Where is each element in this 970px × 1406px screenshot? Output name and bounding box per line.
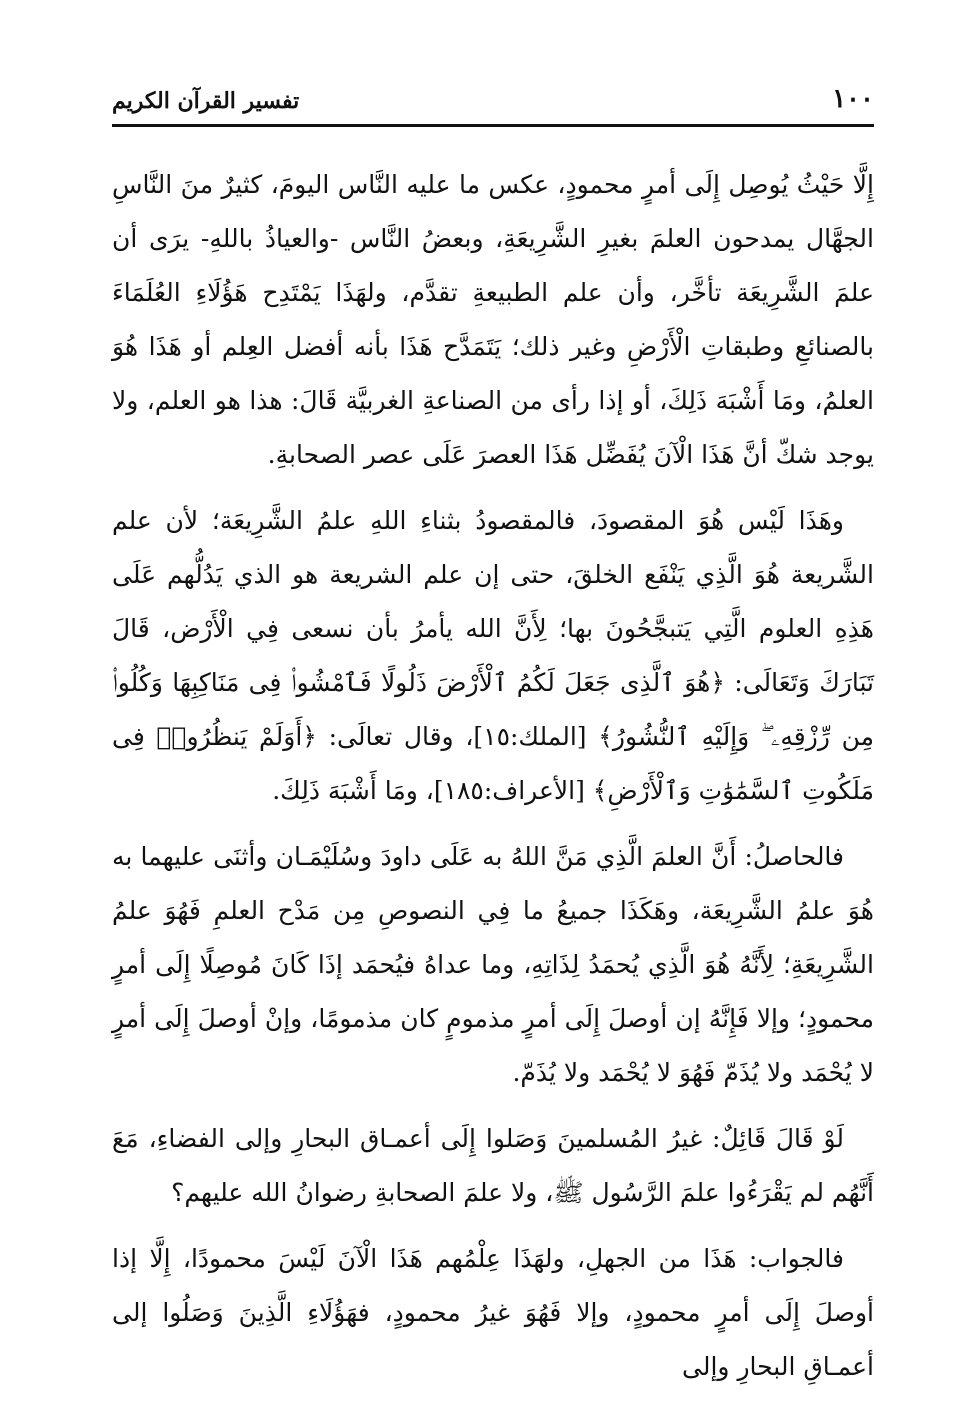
body-text <box>112 158 874 1406</box>
page-number: ١٠٠ <box>832 84 874 114</box>
running-title: تفسير القرآن الكريم <box>112 88 300 114</box>
paragraph: لَوْ قَالَ قَائِلٌ: غيرُ المُسلمينَ وَصَلوا إِلَى أعمـاق البحارِ وإلى الفضاءِ، مَعَ أَنَّهُم لم يَقْرَءُوا علمَ الرَّسُول ﷺ، ولا علمَ الصحابةِ رضوانُ الله عليهم؟ <box>112 1124 874 1207</box>
paragraph: إِلَّا حَيْثُ يُوصِل إِلَى أمرٍ محمودٍ، عكس ما عليه النَّاس اليومَ، كثيرٌ منَ النَّاسِ الجهَّال يمدحون العلمَ بغيرِ الشَّرِيعَةِ، وبعضُ النَّاس -والعياذُ باللهِ- يرَى أن علمَ الشَّرِيعَة تأخَّر، وأن علم الطبيعةِ تقدَّم، ولهَذَا يَمْتَدِح هَؤُلَاءِ العُلَمَاءَ بالصنائعِ وطبقاتِ الْأَرْضِ وغير ذلك؛ يَتَمَدَّح هَذَا بأنه أفضل العِلم أو هَذَا هُوَ العلمُ، ومَا أَشْبَهَ ذَلِكَ، أو إذا رأى من الصناعةِ الغربيَّة قَالَ: هذا هو العلم، ولا يوجد شكّ أنَّ هَذَا الْآنَ يُفَضِّل هَذَا العصرَ عَلَى عصر الصحابةِ. <box>112 170 874 469</box>
page-header <box>112 78 874 124</box>
paragraph: فالجواب: هَذَا من الجهلِ، ولهَذَا عِلْمُهم هَذَا الْآنَ لَيْسَ محمودًا، إِلَّا إذا أوصلَ إِلَى أمرٍ محمودٍ، وإلا فَهُوَ غيرُ محمودٍ، فهَؤُلَاءِ الَّذِينَ وَصَلُوا إلى أعمـاقِ البحارِ وإلى <box>112 1244 874 1381</box>
paragraph: فالحاصلُ: أَنَّ العلمَ الَّذِي مَنَّ اللهُ به عَلَى داودَ وسُلَيْمَـان وأثنَى عليهما به هُوَ علمُ الشَّرِيعَة، وهَكَذَا جميعُ ما فِي النصوصِ مِن مَدْح العلمِ فَهُوَ علمُ الشَّرِيعَةِ؛ لِأَنَّهُ هُوَ الَّذِي يُحمَدُ لِذَاتِهِ، وما عداهُ فيُحمَد إذَا كَانَ مُوصِلًا إِلَى أمرٍ محمودٍ؛ وإلا فَإِنَّهُ إن أوصلَ إِلَى أمرٍ مذمومٍ كان مذمومًا، وإنْ أوصلَ إِلَى أمرٍ لا يُحْمَد ولا يُذَمّ فَهُوَ لا يُحْمَد ولا يُذَمّ. <box>112 842 874 1087</box>
header-rule <box>112 124 874 127</box>
paragraph: وهَذَا لَيْس هُوَ المقصودَ، فالمقصودُ بثناءِ اللهِ علمُ الشَّرِيعَة؛ لأن علم الشَّريعة هُوَ الَّذِي يَنْفَع الخلقَ، حتى إن علم الشريعة هو الذي يَدُلُّهم عَلَى هَذِهِ العلوم الَّتِي يَتبجَّحُونَ بها؛ لِأَنَّ الله يأمرُ بأن نسعى فِي الْأَرْض، قَالَ تَبَارَكَ وَتَعَالَى: ﴿هُوَ ٱلَّذِى جَعَلَ لَكُمُ ٱلْأَرْضَ ذَلُولًا فَٱمْشُوا۟ فِى مَنَاكِبِهَا وَكُلُوا۟ مِن رِّزْقِهِۦ ۖ وَإِلَيْهِ ٱلنُّشُورُ﴾ [الملك:١٥]، وقال تعالَى: ﴿أَوَلَمْ يَنظُرُوا۟ فِى مَلَكُوتِ ٱلسَّمَٰوَٰتِ وَٱلْأَرْضِ﴾ [الأعراف:١٨٥]، ومَا أَشْبَهَ ذَلِكَ. <box>112 506 874 805</box>
